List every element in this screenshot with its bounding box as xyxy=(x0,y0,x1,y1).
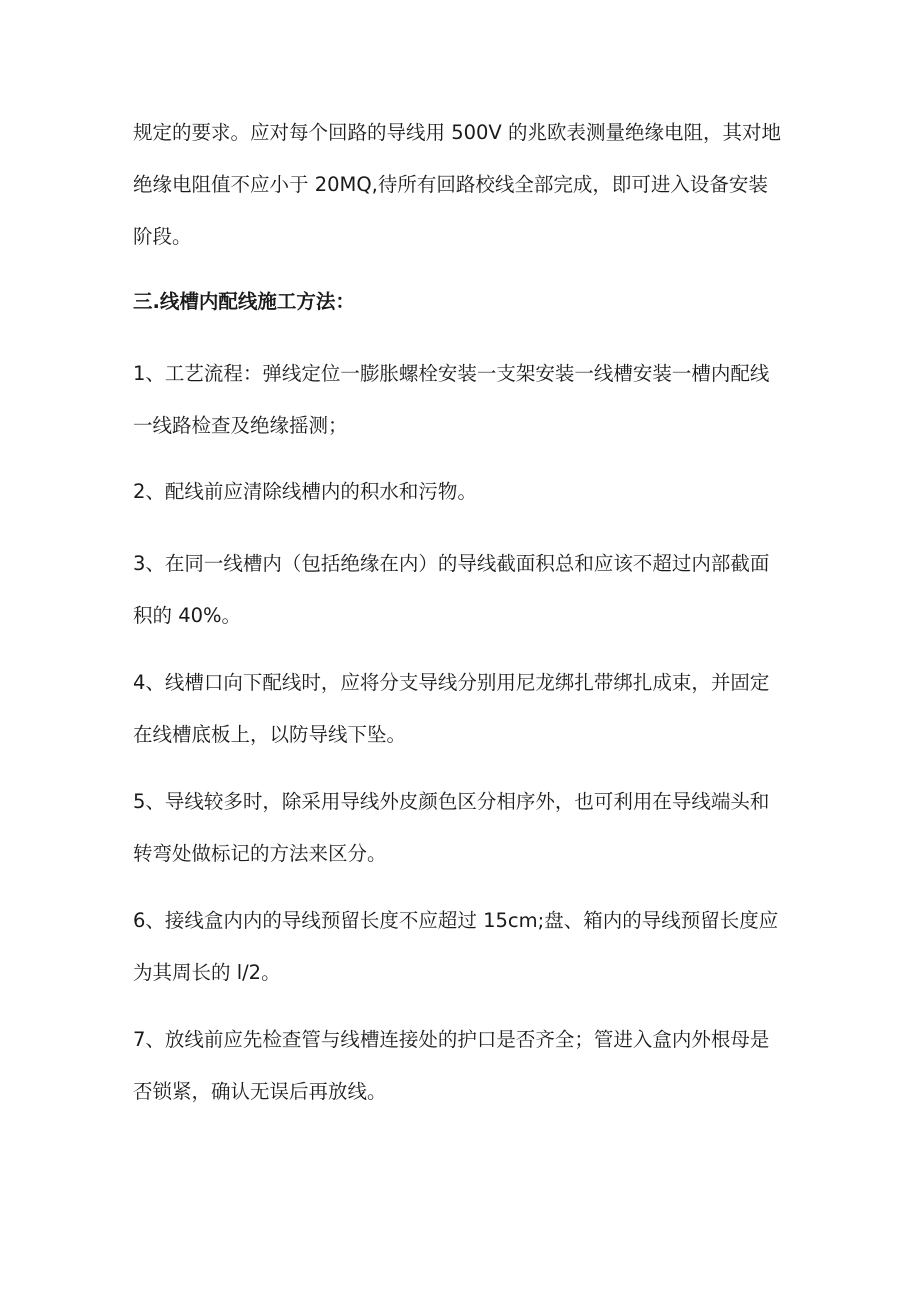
paragraph-line: 转弯处做标记的方法来区分。 xyxy=(133,842,387,865)
paragraph-line: 7、放线前应先检查管与线槽连接处的护口是否齐全；管进入盒内外根母是 xyxy=(133,1028,770,1051)
paragraph-line: 6、接线盒内内的导线预留长度不应超过 15cm;盘、箱内的导线预留长度应 xyxy=(133,909,779,932)
list-item-5 xyxy=(133,776,798,880)
paragraph-line: 积的 40%。 xyxy=(133,604,242,627)
section-heading-text: 三.线槽内配线施工方法： xyxy=(133,290,355,313)
paragraph-line: 在线槽底板上，以防导线下坠。 xyxy=(133,723,407,746)
section-heading xyxy=(133,276,798,328)
paragraph-line: 1、工艺流程：弹线定位一膨胀螺栓安装一支架安装一线槽安装一槽内配线 xyxy=(133,362,770,385)
paragraph-line: 2、配线前应清除线槽内的积水和污物。 xyxy=(133,480,477,503)
paragraph-line: 4、线槽口向下配线时，应将分支导线分别用尼龙绑扎带绑扎成束，并固定 xyxy=(133,671,770,694)
list-item-7 xyxy=(133,1014,798,1118)
intro-paragraph xyxy=(133,107,798,263)
list-item-2 xyxy=(133,466,798,518)
list-item-1 xyxy=(133,348,798,452)
list-item-4 xyxy=(133,657,798,761)
paragraph-line: 阶段。 xyxy=(133,225,192,248)
paragraph-line: 绝缘电阻值不应小于 20MQ,待所有回路校线全部完成，即可进入设备安装 xyxy=(133,173,768,196)
paragraph-line: 3、在同一线槽内（包括绝缘在内）的导线截面积总和应该不超过内部截面 xyxy=(133,552,770,575)
paragraph-line: 否锁紧，确认无误后再放线。 xyxy=(133,1080,387,1103)
paragraph-line: 5、导线较多时，除采用导线外皮颜色区分相序外，也可利用在导线端头和 xyxy=(133,790,770,813)
list-item-6 xyxy=(133,895,798,999)
paragraph-line: 规定的要求。应对每个回路的导线用 500V 的兆欧表测量绝缘电阻，其对地 xyxy=(133,121,781,144)
paragraph-line: 一线路检查及绝缘摇测； xyxy=(133,414,348,437)
paragraph-line: 为其周长的 l/2。 xyxy=(133,961,281,984)
list-item-3 xyxy=(133,538,798,642)
